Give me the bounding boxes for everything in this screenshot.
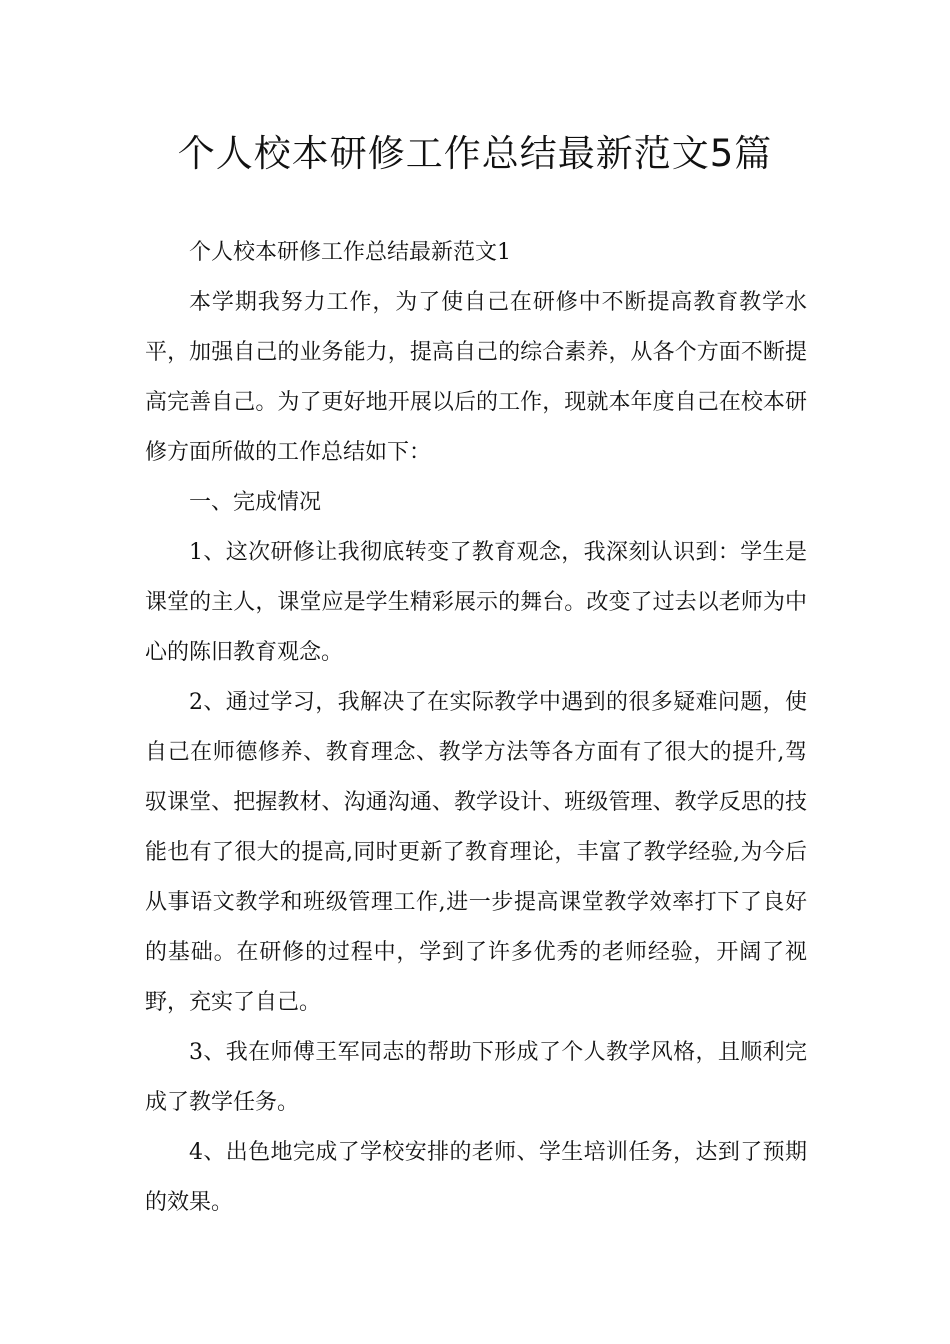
- paragraph-item-1: 1、这次研修让我彻底转变了教育观念，我深刻认识到：学生是课堂的主人，课堂应是学生精彩展示的舞台。改变了过去以老师为中心的陈旧教育观念。: [145, 540, 807, 665]
- paragraph-intro: 本学期我努力工作，为了使自己在研修中不断提高教育教学水平，加强自己的业务能力，提高自己的综合素养，从各个方面不断提高完善自己。为了更好地开展以后的工作，现就本年度自己在校本研修方面所做的工作总结如下：: [145, 290, 807, 465]
- paragraph-item-4: 4、出色地完成了学校安排的老师、学生培训任务，达到了预期的效果。: [145, 1140, 807, 1215]
- paragraph-item-3: 3、我在师傅王军同志的帮助下形成了个人教学风格，且顺利完成了教学任务。: [145, 1040, 807, 1115]
- section-heading-completion: 一、完成情况: [189, 490, 322, 515]
- section-subtitle: 个人校本研修工作总结最新范文1: [189, 240, 511, 265]
- paragraph-item-2: 2、通过学习，我解决了在实际教学中遇到的很多疑难问题，使自己在师德修养、教育理念、教学方法等各方面有了很大的提升,驾驭课堂、把握教材、沟通沟通、教学设计、班级管理、教学反思的技能也有了很大的提高,同时更新了教育理论，丰富了教学经验,为今后从事语文教学和班级管理工作,进一步提高课堂教学效率打下了良好的基础。在研修的过程中，学到了许多优秀的老师经验，开阔了视野，充实了自己。: [145, 690, 807, 1015]
- document-title: 个人校本研修工作总结最新范文5篇: [177, 132, 773, 175]
- document-body: [145, 228, 807, 1228]
